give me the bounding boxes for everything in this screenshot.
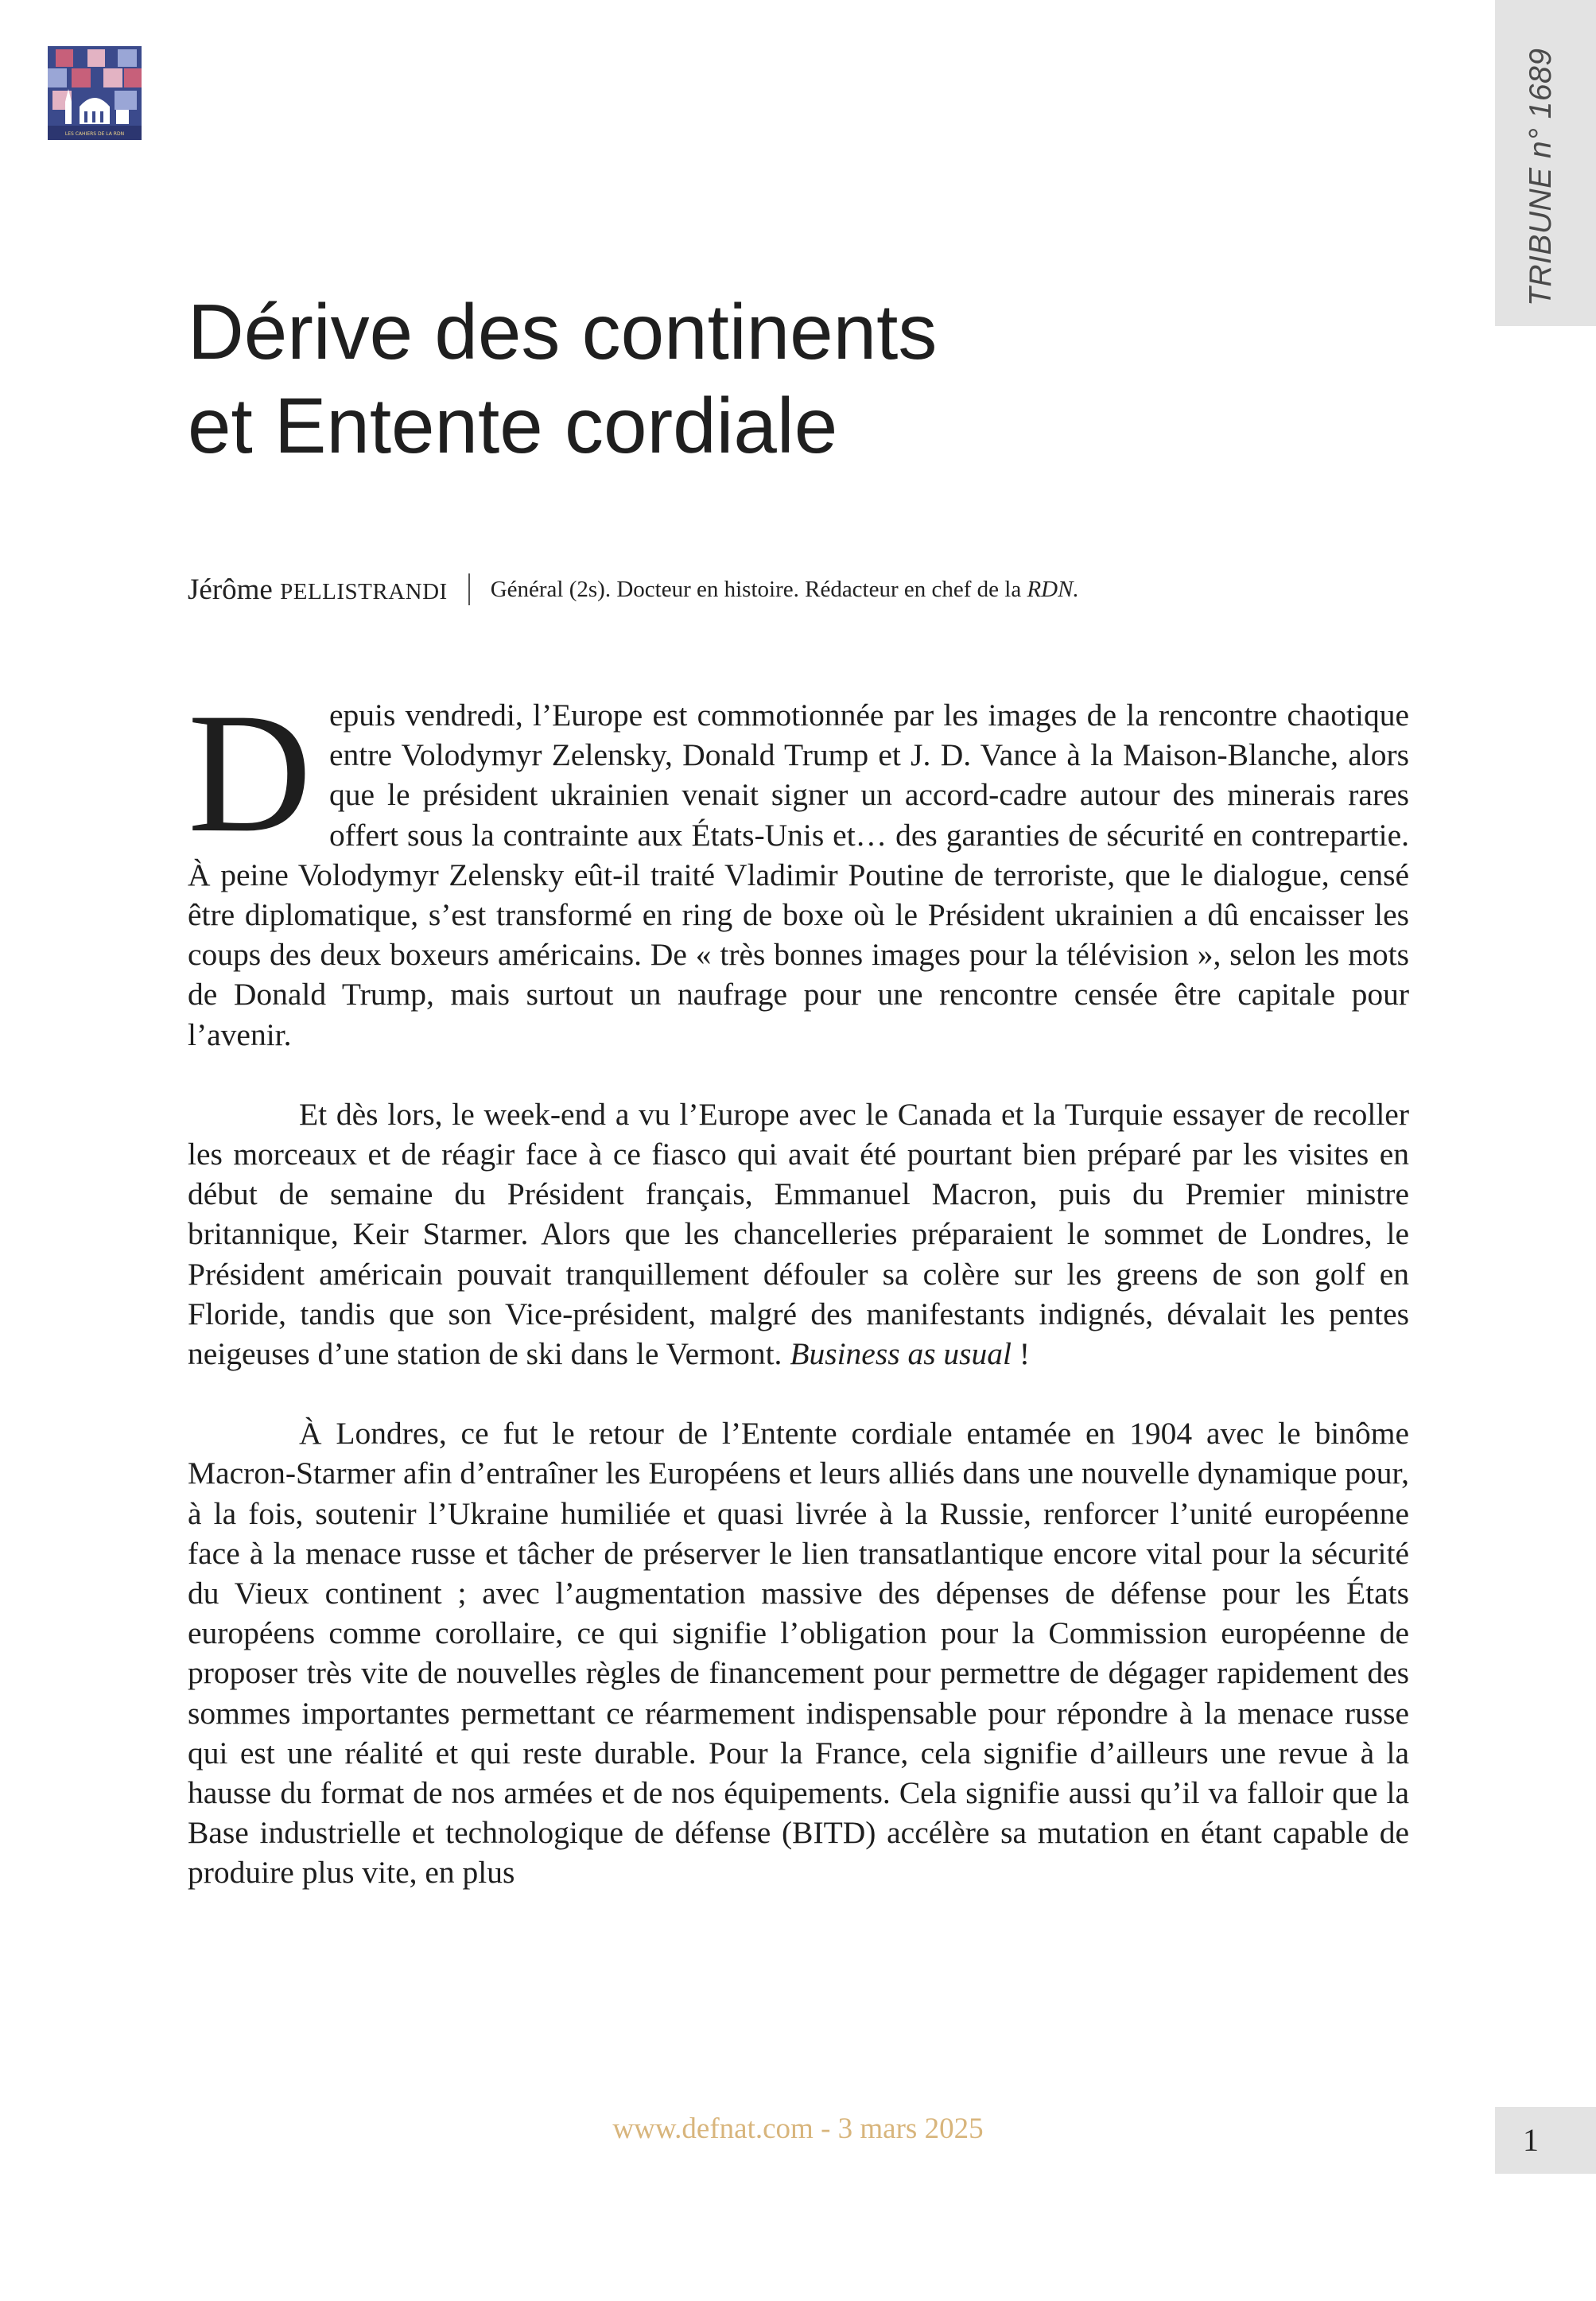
author-name — [188, 573, 448, 607]
article-title — [188, 285, 1380, 472]
byline-divider — [468, 573, 470, 605]
title-line-1: Dérive des continents — [188, 288, 938, 375]
paragraph-1 — [188, 678, 1409, 1055]
title-line-2: et Entente cordiale — [188, 382, 838, 469]
svg-text:LES CAHIERS DE LA RDN: LES CAHIERS DE LA RDN — [64, 131, 125, 137]
footer-url-date: www.defnat.com - 3 mars 2025 — [612, 2112, 984, 2145]
affiliation-rdn: RDN. — [1027, 576, 1079, 602]
paragraph-3-text: À Londres, ce fut le retour de l’Entente cordiale entamée en 1904 avec le binôme Macron-Starmer afin d’entraîner les Européens et leurs alliés dans une nouvelle dynamique pour, à la fois, soutenir l’Ukraine humiliée et quasi livrée à la Russie, renforcer l’unité européenne face à la menace russe et tâcher de préserver le lien transatlantique encore vital pour la sécurité du Vieux continent ; avec l’augmentation massive des dépenses de défense pour les États européens comme corollaire, ce qui signifie l’obligation pour la Commission européenne de proposer très vite de nouvelles règles de financement pour permettre de dégager rapidement des sommes importantes permettant ce réarmement indispensable pour répondre à la menace russe qui est une réalité et qui reste durable. Pour la France, cela signifie d’ailleurs une revue à la hausse du format de nos armées et de nos équipements. Cela signifie aussi qu’il va falloir que la Base industrielle et technologique de défense (BITD) accélère sa mutation en étant capable de produire plus vite, en plus — [188, 1416, 1409, 1891]
paragraph-2 — [188, 1094, 1409, 1374]
affiliation-text: Général (2s). Docteur en histoire. Rédacteur en chef de la — [490, 576, 1027, 602]
rdn-logo — [48, 46, 142, 140]
article-body — [188, 678, 1409, 1933]
author-first-name: Jérôme — [188, 573, 281, 606]
paragraph-2-italic: Business as usual — [790, 1336, 1012, 1372]
author-affiliation — [491, 577, 1079, 603]
byline — [188, 569, 1412, 609]
paragraph-2-text: Et dès lors, le week-end a vu l’Europe avec le Canada et la Turquie essayer de recoller les morceaux et de réagir face à ce fiasco qui avait été pourtant bien préparé par les visites en début de semaine du Président français, Emmanuel Macron, puis du Premier ministre britannique, Keir Starmer. Alors que les chancelleries préparaient le sommet de Londres, le Président américain pouvait tranquillement défouler sa colère sur les greens de son golf en Floride, tandis que son Vice-président, malgré des manifestants indignés, dévalait les pentes neigeuses d’une station de ski dans le Vermont. — [188, 1096, 1409, 1372]
tribune-label: TRIBUNE n° 1689 — [1524, 48, 1558, 306]
page-number: 1 — [1523, 2122, 1539, 2158]
paragraph-2-end: ! — [1012, 1336, 1031, 1372]
author-last-name: PELLISTRANDI — [280, 578, 448, 604]
drop-cap: D — [188, 678, 312, 868]
paragraph-3 — [188, 1413, 1409, 1892]
paragraph-1-text: epuis vendredi, l’Europe est commotionnée par les images de la rencontre chaotique entre Volodymyr Zelensky, Donald Trump et J. D. Vance à la Maison-Blanche, alors que le président ukrainien venait signer un accord-cadre autour des minerais rares offert sous la contrainte aux États-Unis et… des garanties de sécurité en contrepartie. À peine Volodymyr Zelensky eût-il traité Vladimir Poutine de terroriste, que le dialogue, censé être diplomatique, s’est transformé en ring de boxe où le Président ukrainien a dû encaisser les coups des deux boxeurs américains. De « très bonnes images pour la télévision », selon les mots de Donald Trump, mais surtout un naufrage pour une rencontre censée être capitale pour l’avenir. — [188, 698, 1409, 1052]
